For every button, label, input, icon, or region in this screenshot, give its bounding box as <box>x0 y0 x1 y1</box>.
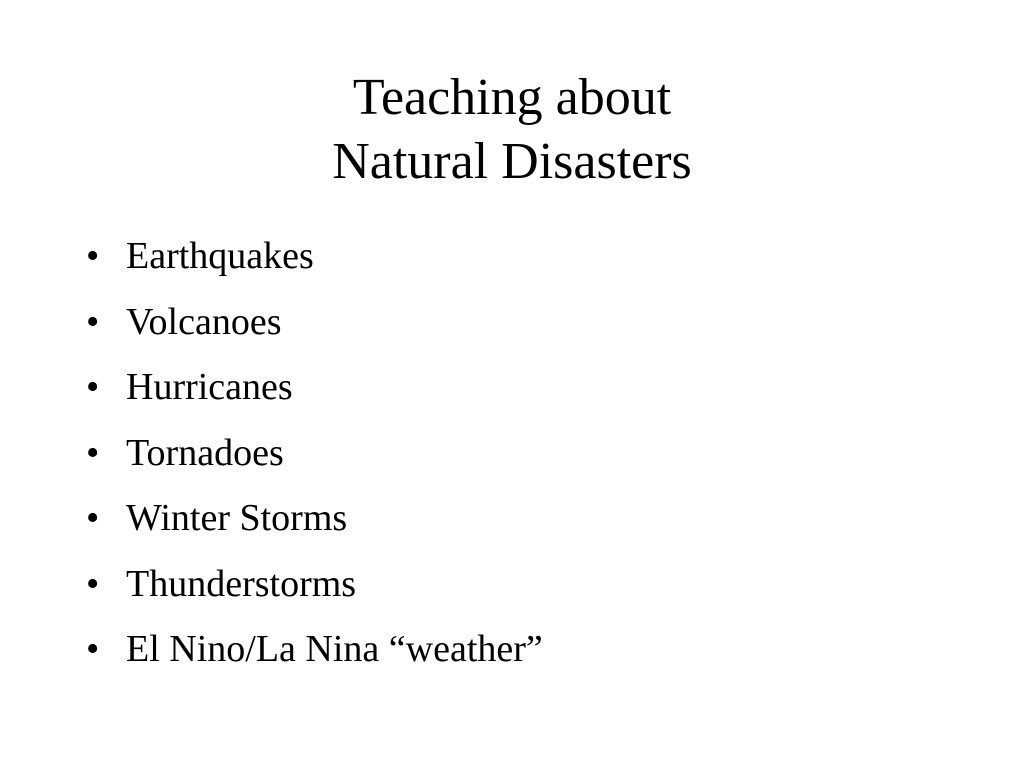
list-item-text: Hurricanes <box>126 366 293 408</box>
list-item-text: Winter Storms <box>126 497 348 539</box>
bullet-icon: • <box>86 431 100 474</box>
bullet-icon: • <box>86 300 100 343</box>
list-item-text: Volcanoes <box>126 300 282 343</box>
bullet-icon: • <box>86 562 100 605</box>
list-item <box>86 552 543 618</box>
list-item-text: Earthquakes <box>126 235 314 277</box>
list-item-text: El Nino/La Nina “weather” <box>126 628 543 670</box>
title-line-1: Teaching about <box>352 69 672 126</box>
list-item-text: Thunderstorms <box>126 562 357 605</box>
list-item-text: Tornadoes <box>126 431 284 474</box>
list-item <box>86 355 543 421</box>
list-item <box>86 290 543 356</box>
bullet-icon: • <box>86 497 100 539</box>
list-item <box>86 421 543 487</box>
title-line-2: Natural Disasters <box>332 133 692 190</box>
bullet-icon: • <box>86 235 100 277</box>
list-item <box>86 224 543 290</box>
bullet-icon: • <box>86 628 100 670</box>
list-item <box>86 486 543 552</box>
bullet-icon: • <box>86 366 100 408</box>
list-item <box>86 617 543 683</box>
slide-title <box>0 66 1024 194</box>
bullet-list <box>86 224 543 683</box>
